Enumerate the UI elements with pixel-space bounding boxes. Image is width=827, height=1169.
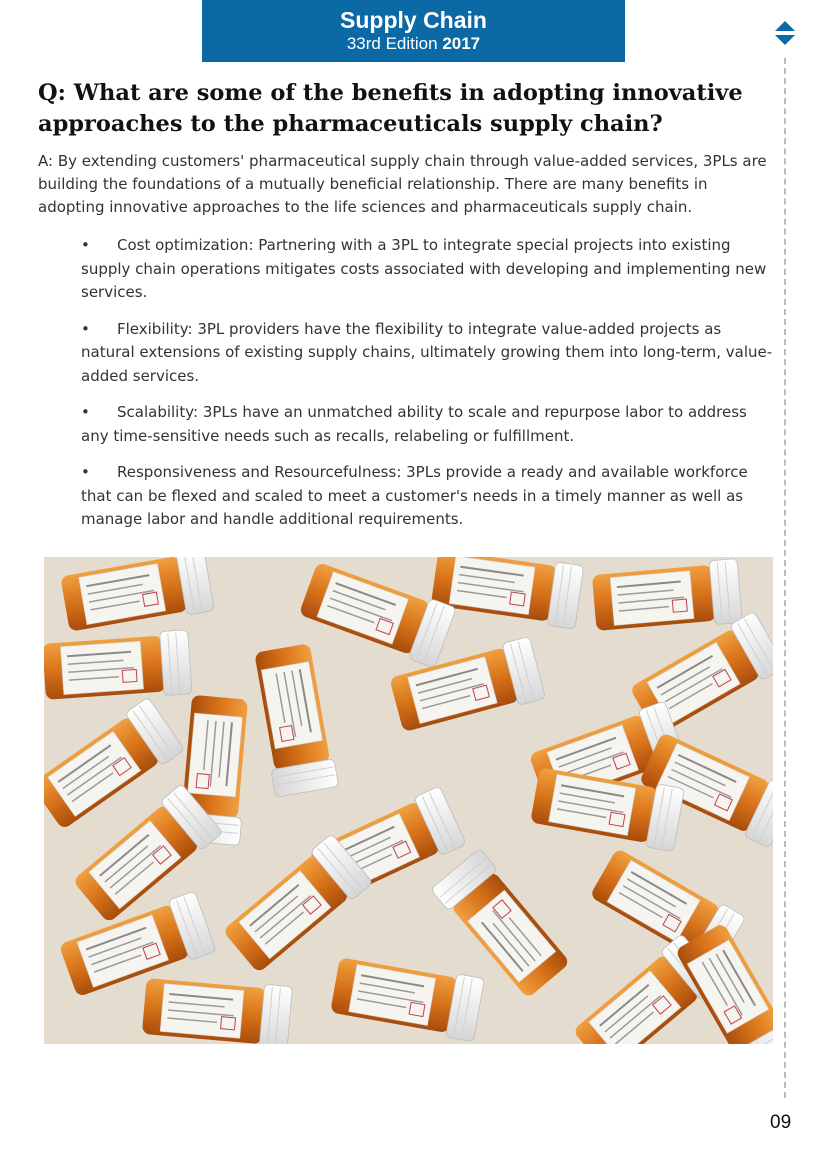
margin-divider [784, 58, 786, 1098]
question-heading: Q: What are some of the benefits in adopting innovative approaches to the pharmaceuticals supply chain? [38, 80, 743, 137]
header-edition [202, 33, 625, 55]
bullet-icon: • [81, 236, 90, 254]
pill-bottles-image [44, 557, 773, 1044]
list-item [81, 318, 776, 389]
bullet-text: Flexibility: 3PL providers have the flexibility to integrate value-added projects as natural extensions of existing supply chains, ultimately growing them into long-term, value-added services. [81, 319, 773, 385]
page-number: 09 [770, 1112, 792, 1133]
pill-bottles-illustration [44, 557, 773, 1044]
edition-label: 33rd Edition [346, 34, 438, 53]
page-nav-arrows-icon[interactable] [774, 20, 796, 46]
bullet-icon: • [81, 319, 90, 338]
nav-up-icon[interactable] [775, 21, 795, 31]
section-header [202, 0, 625, 62]
list-item [81, 461, 776, 532]
header-title: Supply Chain [340, 7, 487, 33]
list-item [81, 234, 776, 305]
bullet-icon: • [81, 463, 90, 481]
bullet-text: Responsiveness and Resourcefulness: 3PLs provide a ready and available workforce that can be flexed and scaled to meet a customer's needs in a timely manner as well as manage labor and handle additional requirements. [81, 463, 748, 528]
benefits-list [81, 234, 776, 545]
edition-year: 2017 [442, 34, 481, 53]
list-item [81, 401, 776, 448]
bullet-text: Cost optimization: Partnering with a 3PL to integrate special projects into existing supply chain operations mitigates costs associated with developing and implementing new services. [81, 236, 767, 301]
answer-paragraph: A: By extending customers' pharmaceutical supply chain through value-added services, 3PLs are building the foundations of a mutually beneficial relationship. There are many benefits in adopting innovative approaches to the life sciences and pharmaceuticals supply chain. [38, 152, 767, 216]
nav-down-icon[interactable] [775, 35, 795, 45]
bullet-text: Scalability: 3PLs have an unmatched ability to scale and repurpose labor to address any time-sensitive needs such as recalls, relabeling or fulfillment. [81, 403, 747, 445]
bullet-icon: • [81, 403, 90, 421]
